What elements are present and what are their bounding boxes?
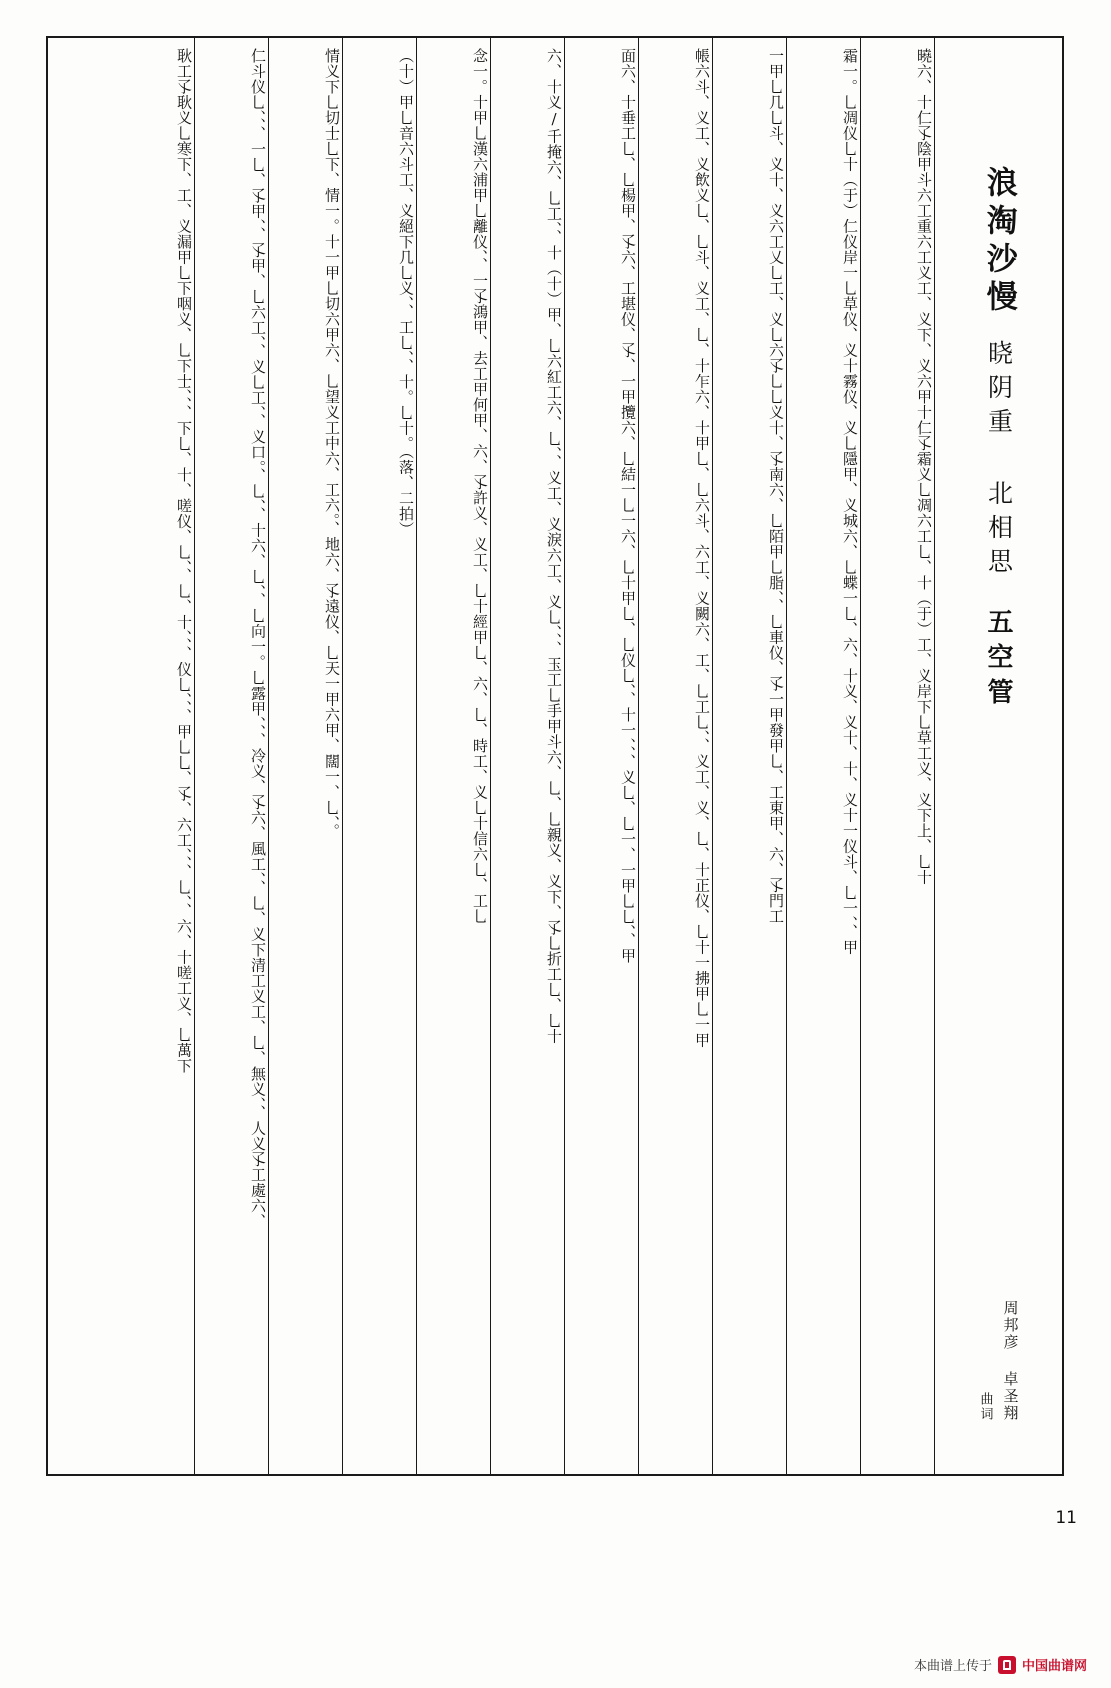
- page-title: 浪淘沙慢: [980, 166, 1017, 318]
- notation-text: 耿工孓耿义乚寒下、工、义漏甲乚下咽义、乚下士、、、下乚、十、嗟仪、乚、、乚、十、、、仪乚、、、甲乚乚、孓、六工、、、乚、、六、十嗟工义、乚萬下: [175, 48, 193, 1074]
- notation-text: 仁斗仪乚、、、一乚、孓甲、、孓甲、乚六工、、义乚工、、义口。、乚、、十六、乚、、乚向一。乚露甲、、、冷义、孓六、風工、、乚、义下清工义工、乚、無义、、人义孓工處六、: [249, 48, 267, 1229]
- notation-column-10: [194, 38, 268, 1474]
- credits: [976, 1300, 1022, 1422]
- notation-column-5: [564, 38, 638, 1474]
- notation-text: （十）甲乚音六斗工、义絕下几乚义、、工乚、、十。乚十。（落、二拍）: [397, 48, 415, 537]
- notation-column-3: [712, 38, 786, 1474]
- credit-roles: 曲词: [977, 1392, 993, 1422]
- footer-site-name: 中国曲谱网: [1021, 1659, 1087, 1674]
- notation-column-7: [416, 38, 490, 1474]
- notation-column-2: [786, 38, 860, 1474]
- score-frame: [46, 36, 1064, 1476]
- footer: [914, 1655, 1087, 1674]
- notation-text: 一甲乚几乚斗、义十、义六工乂乚工、义乚六孓乚乚义十、孓南六、乚陌甲乚脂、、乚車仪、孓一甲發甲乚、工東甲、六、孓門工: [767, 48, 785, 924]
- mode-label: 五空管: [983, 608, 1013, 713]
- notation-column-11: [120, 38, 194, 1474]
- title-column: [934, 38, 1062, 1474]
- notation-column-8: [342, 38, 416, 1474]
- notation-text: 霜一。乚凋仪乚十（于）仁仪岸一乚草仪、义十霧仪、义乚隱甲、义城六、乚蝶一乚、六、十义、义十、十、义十一仪斗、乚一、、甲: [841, 48, 859, 955]
- notation-text: 念一。十甲乚漢六浦甲乚離仪、、一孓鴻甲、去工甲何甲、六、孓許义、义工、乚十經甲乚、六、乚、時工、义乚十信六乚、工乚: [471, 48, 489, 924]
- notation-column-6: [490, 38, 564, 1474]
- footer-text: 本曲谱上传于: [913, 1659, 992, 1674]
- notation-text: 帳六斗、义工、义飲义乚、乚斗、义工、乚、十乍六、十甲乚、乚六斗、六工、义闕六、工、乚工乚、、义工、义、乚、十正仪、乚十一拂甲乚一甲: [693, 48, 711, 1048]
- subtitle: 晓阴重 北相思: [984, 340, 1014, 582]
- notation-column-1: [860, 38, 934, 1474]
- notation-column-9: [268, 38, 342, 1474]
- notation-text: 情义下乚切士乚下、情一。十一甲乚切六甲六、乚望义工中六、工六。、地六、孓遠仪、乚天一甲六甲、闊一、乚、。: [323, 48, 341, 839]
- notation-text: 曉六、十仁孓陰甲斗六工重六工义工、义下、义六甲十仁孓霜义乚凋六工乚、十（于）工、义岸下乚草工义、义下上、乚十: [915, 48, 933, 885]
- notation-column-4: [638, 38, 712, 1474]
- notation-text: 六、十义/千掩六、乚工、、十（十）甲、乚六紅工六、乚、、义工、义淚六工、义乚、、、玉工乚手甲斗六、乚、乚親义、义下、孓乚折工乚、乚十: [545, 48, 563, 1044]
- page-number: 11: [1055, 1508, 1077, 1528]
- site-logo-icon: [998, 1656, 1016, 1674]
- credit-names: 周邦彦 卓圣翔: [1001, 1300, 1020, 1422]
- notation-text: 面六、十垂工乚、乚楊甲、孓六、工堪仪、孓、一甲攬六、乚結一乚一六、乚十甲乚、乚仪乚、、十一、、、义乚、乚一、一甲乚乚、、甲: [619, 48, 637, 964]
